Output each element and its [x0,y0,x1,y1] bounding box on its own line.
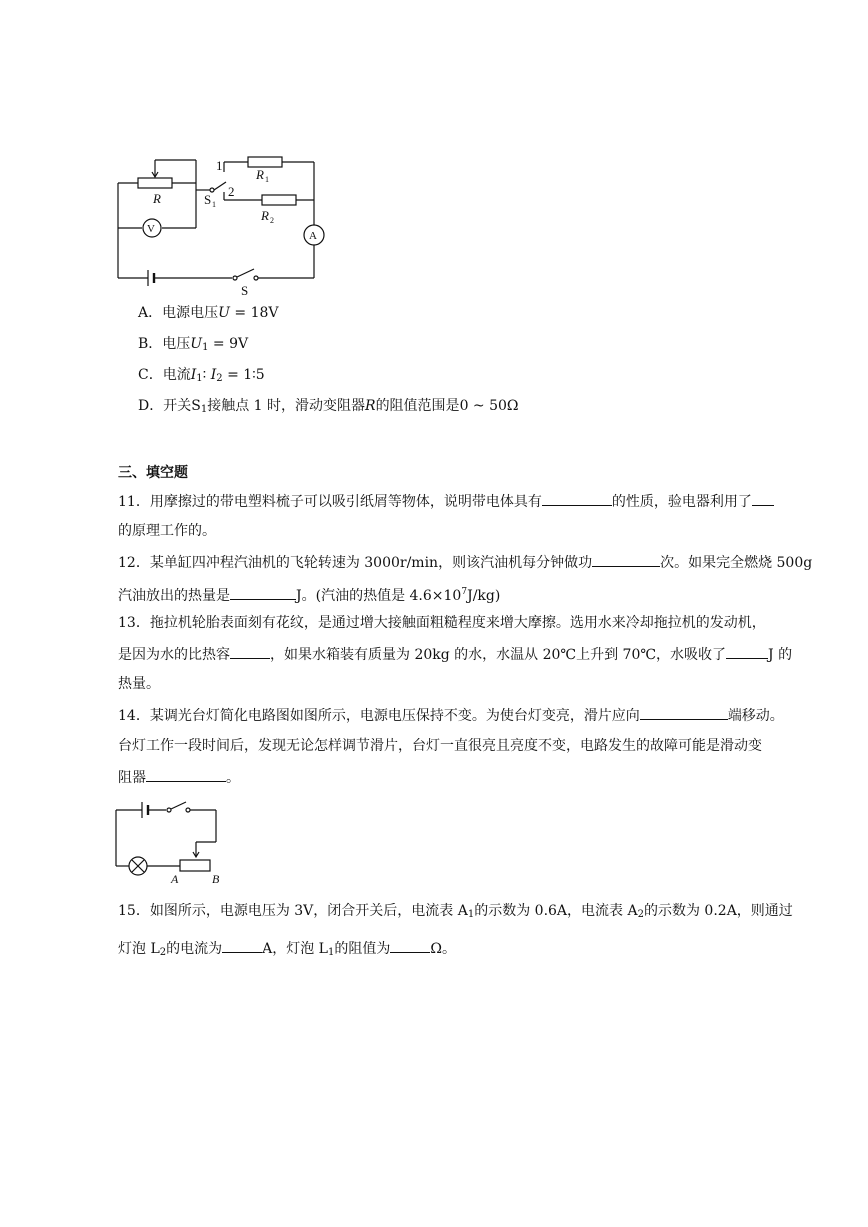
question-12-line-1 [118,552,812,573]
q13-blank-2[interactable] [726,644,768,659]
svg-text:S: S [204,192,212,207]
option-c-sub1: 1 [196,373,203,384]
q11-text-2: 的性质，验电器利用了 [611,494,752,510]
svg-text:B: B [212,872,220,886]
question-12-line-2 [118,582,500,606]
svg-text:R: R [153,191,161,206]
resistor-R2 [262,195,296,205]
question-14-line-3 [118,767,240,788]
option-a [138,303,279,323]
q12-blank-2[interactable] [230,585,296,600]
option-b-var: U [190,336,203,352]
option-c-text: C．电流 [138,367,191,383]
option-d-var: R [365,398,376,414]
q12-text-2: 次。如果完全燃烧 500g [660,555,813,571]
question-14-line-2: 台灯工作一段时间后，发现无论怎样调节滑片，台灯一直很亮且亮度不变，电路发生的故障可能是滑动变 [118,738,762,754]
q13-blank-1[interactable] [230,644,270,659]
option-b-sub: 1 [202,342,209,353]
q15-blank-1[interactable] [222,938,262,953]
svg-text:1: 1 [212,200,216,209]
option-d-switch: S [191,398,201,414]
q12-text-5: J/kg) [467,588,501,604]
rheostat-R [138,178,172,188]
svg-text:V: V [147,223,155,235]
question-11-line-2: 的原理工作的。 [118,523,216,539]
option-b-text: B．电压 [138,336,191,352]
q12-blank-1[interactable] [592,552,660,567]
q15-text-3: 的示数为 0.2A，则通过 [643,903,793,919]
q13-text-1: 是因为水的比热容 [118,647,230,663]
q15-text-6: A，灯泡 L [262,941,328,957]
q13-text-2: ，如果水箱装有质量为 20kg 的水，水温从 20℃上升到 70℃，水吸收了 [270,647,727,663]
option-b [138,334,248,358]
resistor-R1 [248,157,282,167]
option-d-value: 0 ~ 50Ω [459,398,519,414]
svg-text:2: 2 [270,216,274,225]
question-15-line-2 [118,938,456,963]
option-c-var2: I [210,367,217,383]
svg-text:A: A [309,230,317,242]
option-a-var: U [218,305,230,321]
option-d-mid: 接触点 1 时，滑动变阻器 [207,398,366,414]
q15-text-2: 的示数为 0.6A，电流表 A [474,903,638,919]
q12-exponent: 7 [461,587,468,597]
circuit-diagram-2 [108,798,228,886]
q15-sub-1: 1 [467,909,475,920]
question-13-line-2 [118,644,792,665]
q12-text-4: J。(汽油的热值是 4.6×10 [296,588,462,604]
q15-text-1: 15．如图所示，电源电压为 3V，闭合开关后，电流表 A [118,903,468,919]
option-c-var1: I [190,367,197,383]
q14-text-2: 端移动。 [727,708,784,724]
question-13-line-1: 13．拖拉机轮胎表面刻有花纹，是通过增大接触面粗糙程度来增大摩擦。选用水来冷却拖拉机的发动机， [118,615,766,631]
svg-text:2: 2 [228,184,235,199]
svg-text:R: R [256,167,264,182]
q14-text-3: 阻器 [118,770,146,786]
svg-text:1: 1 [265,175,269,184]
question-14-line-1 [118,705,784,726]
q12-text-1: 12．某单缸四冲程汽油机的飞轮转速为 3000r/min，则该汽油机每分钟做功 [118,555,593,571]
circuit-diagram-1 [100,150,340,300]
q11-blank-1[interactable] [542,491,612,506]
option-c-sub2: 2 [216,373,223,384]
q15-sub-4: 1 [327,947,335,958]
svg-text:1: 1 [216,158,223,173]
q15-sub-2: 2 [637,909,644,920]
option-b-value: = 9V [208,336,249,352]
svg-text:R: R [261,208,269,223]
q13-text-3: J 的 [768,647,793,663]
option-a-value: = 18V [229,305,279,321]
option-c-colon: ∶ [202,367,211,383]
q14-blank-1[interactable] [640,705,728,720]
option-d-text: D．开关 [138,398,192,414]
q14-text-4: 。 [226,770,240,786]
question-13-line-3: 热量。 [118,676,160,692]
svg-text:S: S [241,283,249,298]
option-d-sub: 1 [200,404,208,415]
q11-text-1: 11．用摩擦过的带电塑料梳子可以吸引纸屑等物体，说明带电体具有 [118,494,542,510]
q14-blank-2[interactable] [146,767,226,782]
option-c [138,365,265,389]
q11-blank-2[interactable] [752,491,774,506]
section-heading: 三、填空题 [118,465,188,481]
svg-text:A: A [171,872,179,886]
q15-text-7: 的阻值为 [334,941,391,957]
q12-text-3: 汽油放出的热量是 [118,588,230,604]
option-d [138,396,519,420]
q15-text-8: Ω。 [430,941,456,957]
option-d-end: 的阻值范围是 [375,398,460,414]
q14-text-1: 14．某调光台灯简化电路图如图所示，电源电压保持不变。为使台灯变亮，滑片应向 [118,708,640,724]
question-11-line-1 [118,491,774,512]
question-15-line-1 [118,901,793,925]
q15-blank-2[interactable] [390,938,430,953]
q15-text-4: 灯泡 L [118,941,160,957]
q15-text-5: 的电流为 [166,941,223,957]
option-c-value: = 1∶5 [222,367,265,383]
q15-sub-3: 2 [159,947,167,958]
option-a-text: A．电源电压 [138,305,219,321]
rheostat [180,860,210,871]
